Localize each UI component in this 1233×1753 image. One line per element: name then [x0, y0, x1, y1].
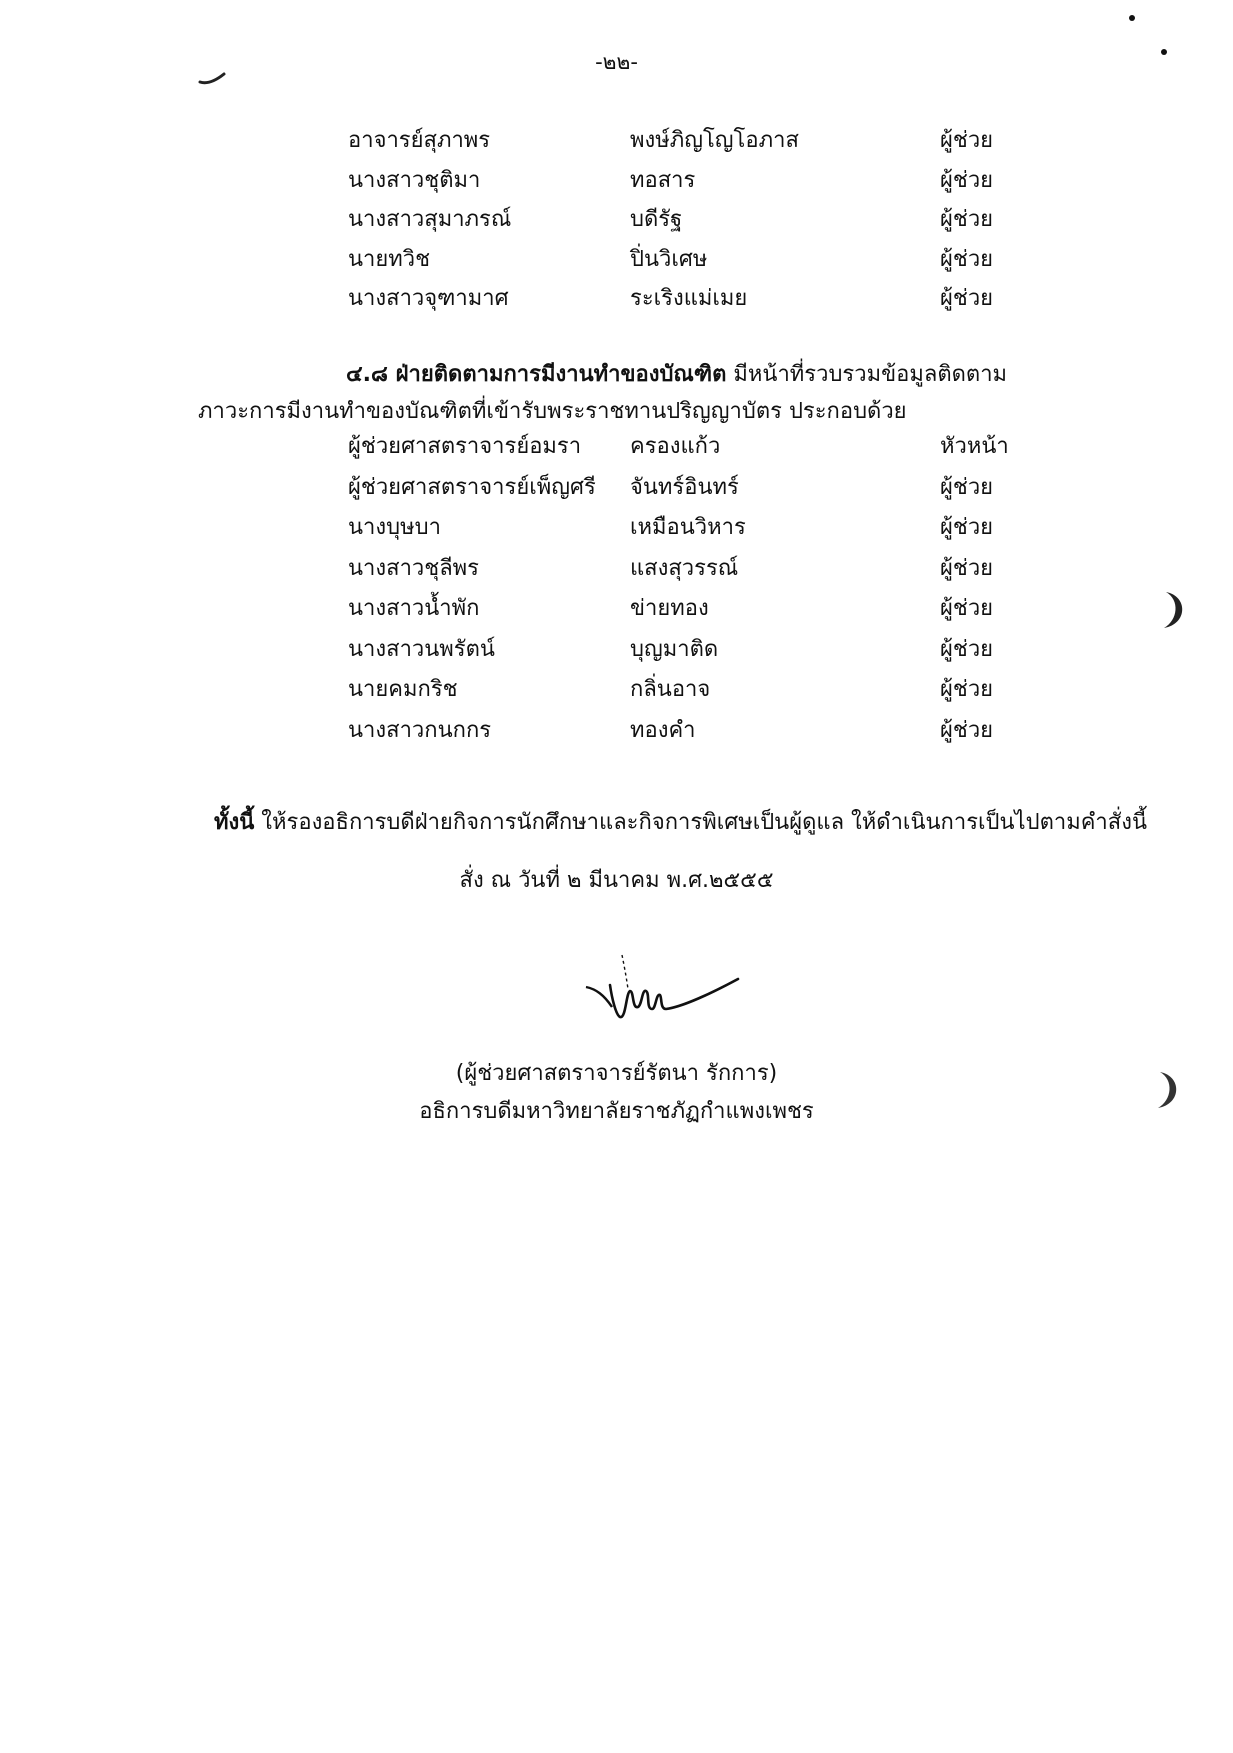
- staff-role: ผู้ช่วย: [940, 474, 994, 500]
- scan-dot-topright-2: [1160, 48, 1168, 56]
- staff-role: ผู้ช่วย: [940, 286, 994, 311]
- roster-row: [0, 468, 1233, 509]
- page-number: -๒๒-: [595, 50, 638, 74]
- staff-last-name: ปิ่นวิเศษ: [630, 246, 708, 272]
- section-heading-continuation: ภาวะการมีงานทำของบัณฑิตที่เข้ารับพระราชทานปริญญาบัตร ประกอบด้วย: [198, 399, 907, 424]
- staff-role: ผู้ช่วย: [940, 207, 994, 232]
- staff-role: ผู้ช่วย: [940, 555, 994, 581]
- staff-role: ผู้ช่วย: [940, 636, 994, 662]
- staff-role: ผู้ช่วย: [940, 717, 994, 743]
- roster-row: [0, 508, 1233, 549]
- staff-role: ผู้ช่วย: [940, 167, 994, 193]
- staff-first-name: นางสาวกนกกร: [348, 717, 492, 743]
- staff-role: หัวหน้า: [940, 434, 1009, 459]
- staff-role: ผู้ช่วย: [940, 128, 994, 153]
- roster-row: [0, 200, 1233, 240]
- closing-text: ให้รองอธิการบดีฝ่ายกิจการนักศึกษาและกิจการพิเศษเป็นผู้ดูแล ให้ดำเนินการเป็นไปตามคำสั่งนี้: [254, 810, 1147, 835]
- punch-hole-mark-lower: [1152, 1070, 1184, 1110]
- signature-mark: [582, 945, 742, 1035]
- staff-first-name: นางสาวชุติมา: [348, 167, 481, 193]
- roster-row: [0, 670, 1233, 711]
- staff-last-name: บุญมาติด: [630, 636, 719, 662]
- order-date: สั่ง ณ วันที่ ๒ มีนาคม พ.ศ.๒๕๕๕: [459, 868, 774, 893]
- staff-last-name: จันทร์อินทร์: [630, 474, 739, 500]
- section-heading: [346, 356, 1007, 391]
- staff-last-name: เหมือนวิหาร: [630, 515, 746, 540]
- roster-row: [0, 711, 1233, 752]
- staff-last-name: แสงสุวรรณ์: [630, 555, 739, 581]
- staff-first-name: นายคมกริช: [348, 677, 458, 702]
- staff-first-name: นางสาวสุมาภรณ์: [348, 207, 512, 232]
- section-heading-title: ๔.๘ ฝ่ายติดตามการมีงานทำของบัณฑิต: [346, 362, 727, 387]
- punch-hole-mark-upper: [1158, 590, 1190, 630]
- staff-last-name: ครองแก้ว: [630, 434, 721, 459]
- staff-first-name: นางสาวนพรัตน์: [348, 636, 495, 662]
- staff-roster-a: [0, 121, 1233, 319]
- staff-first-name: อาจารย์สุภาพร: [348, 128, 491, 153]
- signer-title: อธิการบดีมหาวิทยาลัยราชภัฏกำแพงเพชร: [419, 1099, 814, 1124]
- staff-first-name: นางสาวจุฑามาศ: [348, 286, 509, 311]
- staff-role: ผู้ช่วย: [940, 677, 994, 702]
- roster-row: [0, 427, 1233, 468]
- signer-name: (ผู้ช่วยศาสตราจารย์รัตนา รักการ): [455, 1061, 778, 1086]
- roster-row: [0, 630, 1233, 671]
- staff-role: ผู้ช่วย: [940, 246, 994, 272]
- staff-first-name: นางสาวชุลีพร: [348, 555, 480, 581]
- closing-lead: ทั้งนี้: [214, 810, 255, 835]
- roster-row: [0, 240, 1233, 280]
- roster-row: [0, 589, 1233, 630]
- roster-row: [0, 549, 1233, 590]
- section-heading-duty: มีหน้าที่รวบรวมข้อมูลติดตาม: [726, 362, 1008, 387]
- staff-first-name: ผู้ช่วยศาสตราจารย์เพ็ญศรี: [348, 474, 596, 500]
- staff-last-name: กลิ่นอาจ: [630, 677, 711, 702]
- closing-statement: [214, 804, 1147, 839]
- staff-last-name: ข่ายทอง: [630, 596, 709, 621]
- staff-first-name: นางสาวน้ำพัก: [348, 596, 480, 621]
- staff-role: ผู้ช่วย: [940, 596, 994, 621]
- staff-first-name: ผู้ช่วยศาสตราจารย์อมรา: [348, 434, 582, 459]
- staff-last-name: บดีรัฐ: [630, 207, 683, 232]
- staff-last-name: ทองคำ: [630, 717, 696, 743]
- staff-last-name: ทอสาร: [630, 167, 696, 193]
- roster-row: [0, 279, 1233, 319]
- staff-first-name: นายทวิช: [348, 246, 431, 272]
- staff-last-name: พงษ์ภิญโญโอภาส: [630, 128, 799, 153]
- scan-mark-topleft: [198, 70, 228, 88]
- staff-last-name: ระเริงแม่เมย: [630, 286, 748, 311]
- roster-row: [0, 161, 1233, 201]
- scan-dot-topright: [1128, 14, 1136, 22]
- staff-role: ผู้ช่วย: [940, 515, 994, 540]
- staff-first-name: นางบุษบา: [348, 515, 441, 540]
- roster-row: [0, 121, 1233, 161]
- staff-roster-b: [0, 427, 1233, 751]
